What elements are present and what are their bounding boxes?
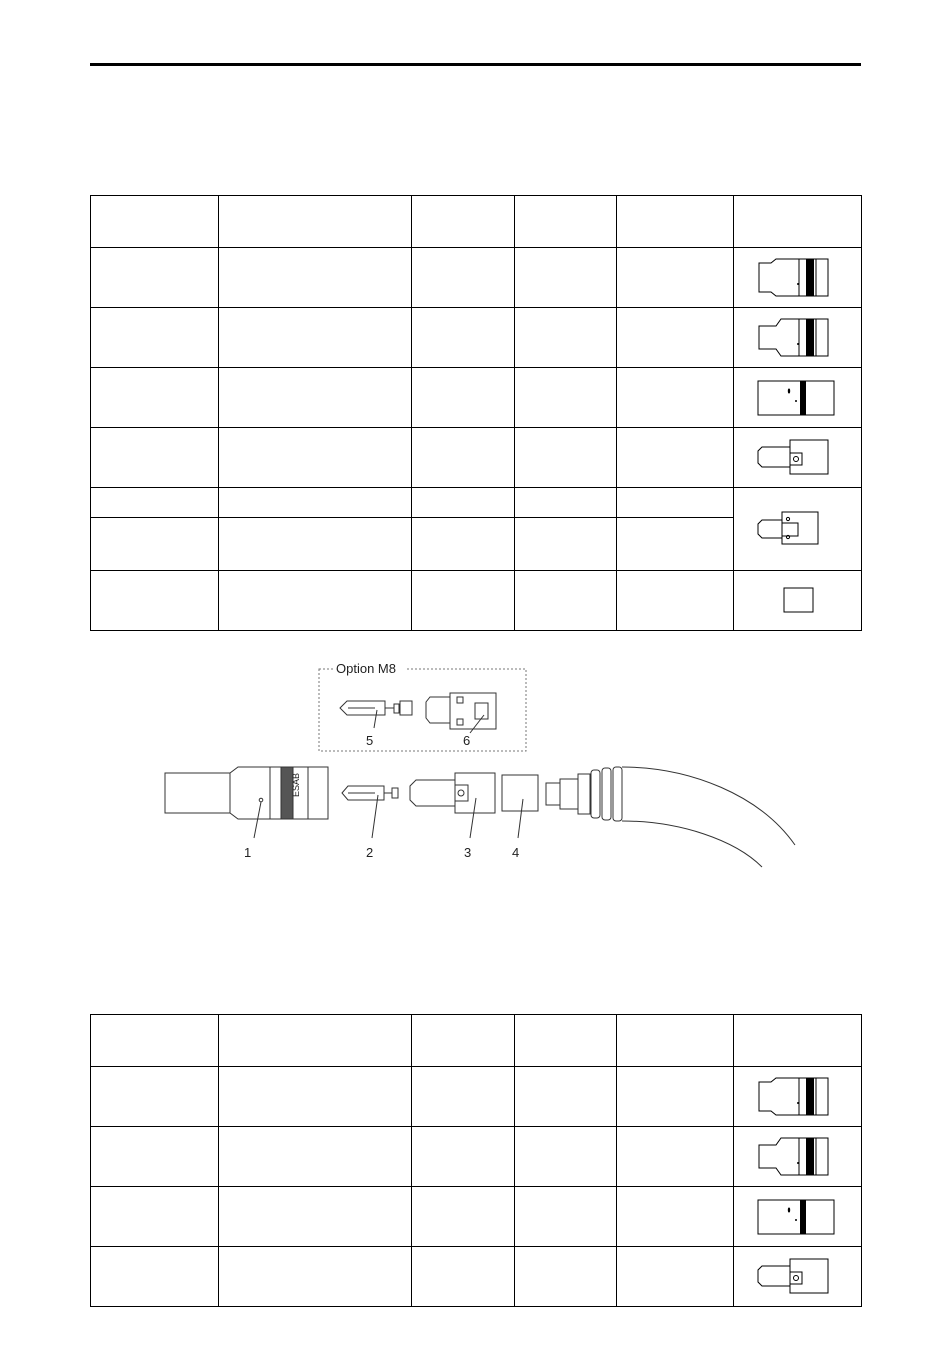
nozzle-slotted-icon <box>756 376 840 420</box>
nozzle-icon <box>756 256 840 300</box>
tip-adaptor-m8 <box>426 693 496 729</box>
contact-tip <box>342 786 398 800</box>
parts-table-upper <box>90 195 862 631</box>
callout-4: 4 <box>512 845 520 860</box>
nozzle-slotted-icon <box>756 1195 840 1239</box>
option-label: Option M8 <box>336 661 396 676</box>
insulator-icon <box>756 579 840 623</box>
tip-adaptor-icon <box>756 436 840 480</box>
table-row <box>91 1067 862 1127</box>
table-header-row <box>91 1015 862 1067</box>
table-row <box>91 1127 862 1187</box>
nozzle-tapered-icon <box>756 316 840 360</box>
contact-tip-m8 <box>340 701 412 715</box>
tip-adaptor-icon <box>756 1255 840 1299</box>
callout-6: 6 <box>463 733 471 748</box>
callout-2: 2 <box>366 845 374 860</box>
table-row <box>91 1187 862 1247</box>
table-row <box>91 488 862 518</box>
option-m8-box <box>319 669 526 751</box>
parts-table-lower <box>90 1014 862 1307</box>
nozzle-tapered-icon <box>756 1135 840 1179</box>
table-row <box>91 308 862 368</box>
tip-adaptor <box>410 773 495 813</box>
table-row <box>91 248 862 308</box>
esab-brand: ESAB <box>291 772 301 797</box>
callout-5: 5 <box>366 733 374 748</box>
table-row <box>91 1247 862 1307</box>
table-header-row <box>91 196 862 248</box>
table-row <box>91 428 862 488</box>
table-row <box>91 368 862 428</box>
nozzle-icon <box>756 1075 840 1119</box>
exploded-view-diagram <box>150 655 810 875</box>
insulator <box>502 775 538 811</box>
gas-nozzle <box>165 767 328 819</box>
header-rule <box>90 63 861 66</box>
callout-1: 1 <box>244 845 252 860</box>
tip-adaptor-m8-icon <box>756 507 840 551</box>
callout-3: 3 <box>464 845 472 860</box>
table-row <box>91 571 862 631</box>
gooseneck <box>546 767 795 867</box>
